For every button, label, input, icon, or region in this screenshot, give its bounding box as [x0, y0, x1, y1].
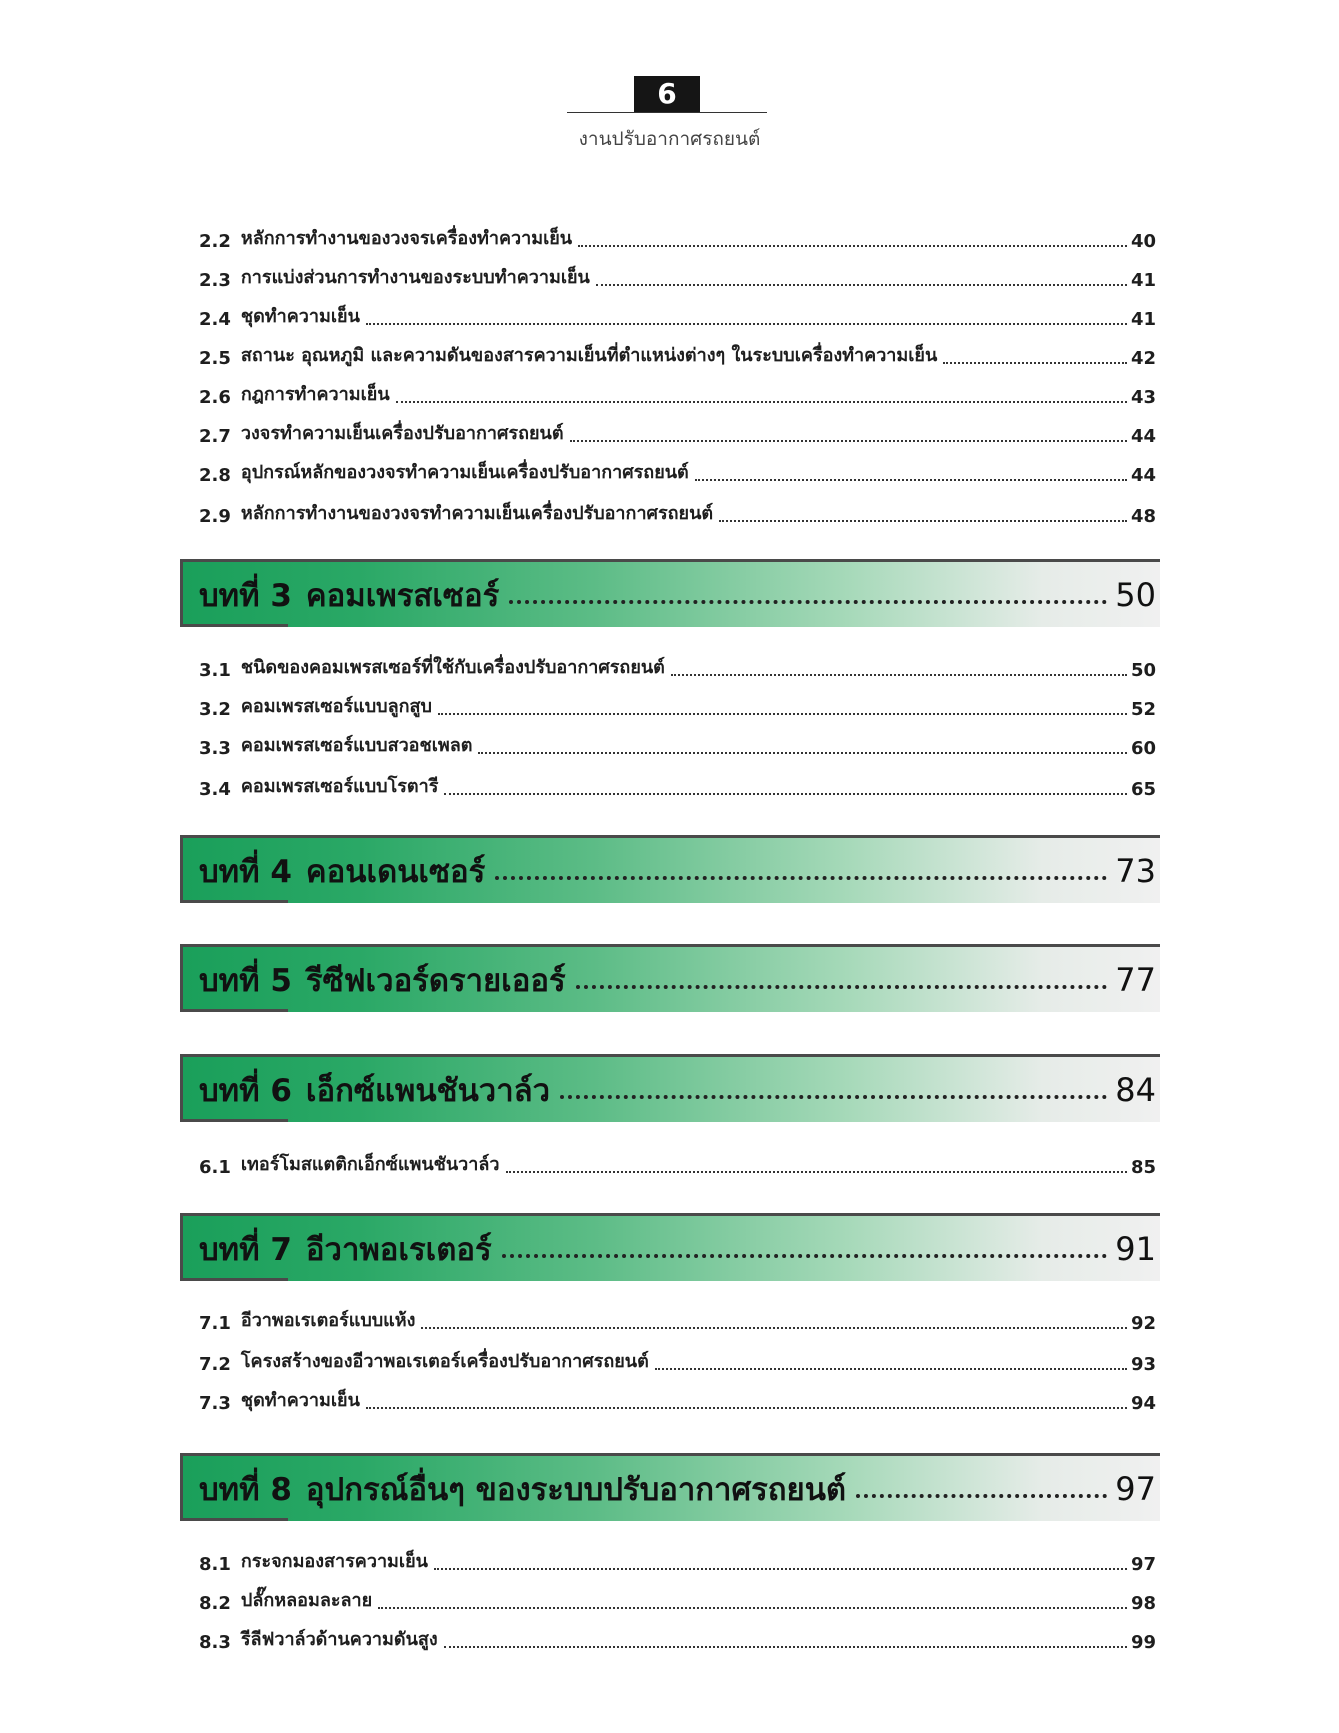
heading-accent — [180, 1518, 288, 1521]
page-ref: 41 — [1130, 309, 1156, 330]
chapter-label: บทที่ 5 — [199, 963, 292, 999]
page-ref: 44 — [1130, 426, 1156, 447]
page-ref: 60 — [1130, 738, 1156, 759]
dot-leader — [943, 362, 1127, 364]
section-number: 7.1 — [199, 1313, 231, 1334]
toc-entry[interactable] — [199, 417, 1156, 447]
toc-entry[interactable] — [199, 1304, 1156, 1334]
toc-entry[interactable] — [199, 1545, 1156, 1575]
heading-accent — [180, 1278, 288, 1281]
section-title: ชุดทำความเย็น — [240, 306, 360, 327]
dot-leader — [671, 674, 1127, 676]
dot-leader — [378, 1607, 1127, 1609]
section-number: 2.4 — [199, 309, 231, 330]
section-title: วงจรทำความเย็นเครื่องปรับอากาศรถยนต์ — [240, 423, 564, 444]
section-number: 2.8 — [199, 465, 231, 486]
toc-entry[interactable] — [199, 729, 1156, 759]
toc-entry[interactable] — [199, 456, 1156, 486]
section-number: 3.3 — [199, 738, 231, 759]
section-number: 2.6 — [199, 387, 231, 408]
section-title: สถานะ อุณหภูมิ และความดันของสารความเย็นที่ตำแหน่งต่างๆ ในระบบเครื่องทำความเย็น — [240, 345, 938, 366]
chapter-title: คอมเพรสเซอร์ — [305, 578, 500, 614]
toc-entry[interactable] — [199, 1623, 1156, 1653]
heading-accent — [180, 1119, 288, 1122]
section-title: หลักการทำงานของวงจรทำความเย็นเครื่องปรับอากาศรถยนต์ — [240, 503, 714, 524]
section-number: 8.2 — [199, 1593, 231, 1614]
chapter-title: คอนเดนเซอร์ — [305, 854, 486, 890]
section-number: 8.3 — [199, 1632, 231, 1653]
page-ref: 65 — [1130, 779, 1156, 800]
section-number: 6.1 — [199, 1157, 231, 1178]
heading-accent — [180, 900, 288, 903]
page-number: 6 — [634, 76, 700, 112]
dot-leader — [421, 1327, 1126, 1329]
toc-entry[interactable] — [199, 261, 1156, 291]
page-ref: 92 — [1130, 1313, 1156, 1334]
dot-leader — [695, 479, 1127, 481]
section-number: 3.4 — [199, 779, 231, 800]
section-title: คอมเพรสเซอร์แบบลูกสูบ — [240, 696, 432, 717]
dot-leader — [444, 1646, 1127, 1648]
toc-entry[interactable] — [199, 1345, 1156, 1375]
page-ref: 94 — [1130, 1393, 1156, 1414]
section-title: ชนิดของคอมเพรสเซอร์ที่ใช้กับเครื่องปรับอากาศรถยนต์ — [240, 657, 665, 678]
section-number: 2.7 — [199, 426, 231, 447]
chapter-label: บทที่ 7 — [199, 1232, 292, 1268]
dot-leader — [576, 985, 1108, 989]
chapter-heading-4[interactable] — [180, 835, 1160, 903]
dot-leader — [719, 520, 1127, 522]
toc-entry[interactable] — [199, 1148, 1156, 1178]
page-ref: 43 — [1130, 387, 1156, 408]
dot-leader — [438, 713, 1127, 715]
chapter-title: รีซีฟเวอร์ดรายเออร์ — [305, 963, 566, 999]
section-title: เทอร์โมสแตติกเอ็กซ์แพนชันวาล์ว — [240, 1154, 500, 1175]
section-number: 7.3 — [199, 1393, 231, 1414]
section-number: 7.2 — [199, 1354, 231, 1375]
section-number: 3.1 — [199, 660, 231, 681]
toc-entry[interactable] — [199, 770, 1156, 800]
dot-leader — [570, 440, 1127, 442]
chapter-heading-7[interactable] — [180, 1213, 1160, 1281]
chapter-heading-6[interactable] — [180, 1054, 1160, 1122]
toc-entry[interactable] — [199, 497, 1156, 527]
section-title: อุปกรณ์หลักของวงจรทำความเย็นเครื่องปรับอากาศรถยนต์ — [240, 462, 689, 483]
chapter-page: 84 — [1115, 1071, 1156, 1109]
section-title: คอมเพรสเซอร์แบบสวอชเพลต — [240, 735, 473, 756]
section-number: 2.9 — [199, 506, 231, 527]
chapter-title: อีวาพอเรเตอร์ — [305, 1232, 492, 1268]
chapter-page: 77 — [1115, 961, 1156, 999]
page-ref: 52 — [1130, 699, 1156, 720]
chapter-title: เอ็กซ์แพนชันวาล์ว — [305, 1073, 551, 1109]
section-title: คอมเพรสเซอร์แบบโรตารี — [240, 776, 439, 797]
toc-entry[interactable] — [199, 339, 1156, 369]
page-ref: 98 — [1130, 1593, 1156, 1614]
section-title: การแบ่งส่วนการทำงานของระบบทำความเย็น — [240, 267, 590, 288]
toc-entry[interactable] — [199, 300, 1156, 330]
dot-leader — [560, 1095, 1107, 1099]
section-number: 3.2 — [199, 699, 231, 720]
dot-leader — [444, 793, 1127, 795]
section-number: 2.3 — [199, 270, 231, 291]
dot-leader — [495, 876, 1107, 880]
dot-leader — [434, 1568, 1127, 1570]
dot-leader — [506, 1171, 1127, 1173]
toc-entry[interactable] — [199, 1384, 1156, 1414]
dot-leader — [366, 323, 1127, 325]
chapter-heading-3[interactable] — [180, 559, 1160, 627]
page-ref: 42 — [1130, 348, 1156, 369]
section-title: โครงสร้างของอีวาพอเรเตอร์เครื่องปรับอากาศรถยนต์ — [240, 1351, 649, 1372]
dot-leader — [478, 752, 1126, 754]
chapter-page: 73 — [1115, 852, 1156, 890]
section-number: 2.5 — [199, 348, 231, 369]
chapter-label: บทที่ 4 — [199, 854, 292, 890]
toc-entry[interactable] — [199, 651, 1156, 681]
chapter-page: 50 — [1115, 576, 1156, 614]
heading-accent — [180, 624, 288, 627]
section-title: ชุดทำความเย็น — [240, 1390, 360, 1411]
section-title: หลักการทำงานของวงจรเครื่องทำความเย็น — [240, 228, 573, 249]
page-ref: 93 — [1130, 1354, 1156, 1375]
chapter-title: อุปกรณ์อื่นๆ ของระบบปรับอากาศรถยนต์ — [305, 1472, 847, 1508]
running-title: งานปรับอากาศรถยนต์ — [578, 128, 761, 150]
toc-entry[interactable] — [199, 222, 1156, 252]
heading-accent — [180, 1009, 288, 1012]
page-ref: 48 — [1130, 506, 1156, 527]
dot-leader — [396, 401, 1127, 403]
dot-leader — [502, 1254, 1108, 1258]
section-title: ปลั๊กหลอมละลาย — [240, 1590, 373, 1611]
dot-leader — [596, 284, 1127, 286]
toc-entry[interactable] — [199, 690, 1156, 720]
dot-leader — [578, 245, 1127, 247]
dot-leader — [366, 1407, 1127, 1409]
page-ref: 40 — [1130, 231, 1156, 252]
section-title: รีลีฟวาล์วด้านความดันสูง — [240, 1629, 438, 1650]
section-title: อีวาพอเรเตอร์แบบแห้ง — [240, 1310, 416, 1331]
toc-entry[interactable] — [199, 378, 1156, 408]
chapter-heading-8[interactable] — [180, 1453, 1160, 1521]
chapter-label: บทที่ 8 — [199, 1472, 292, 1508]
page-ref: 97 — [1130, 1554, 1156, 1575]
page-ref: 44 — [1130, 465, 1156, 486]
chapter-label: บทที่ 6 — [199, 1073, 292, 1109]
page-ref: 85 — [1130, 1157, 1156, 1178]
page-ref: 50 — [1130, 660, 1156, 681]
page-ref: 41 — [1130, 270, 1156, 291]
section-number: 2.2 — [199, 231, 231, 252]
dot-leader — [856, 1494, 1107, 1498]
section-title: กฎการทำความเย็น — [240, 384, 390, 405]
section-number: 8.1 — [199, 1554, 231, 1575]
chapter-page: 97 — [1115, 1470, 1156, 1508]
section-title: กระจกมองสารความเย็น — [240, 1551, 428, 1572]
dot-leader — [655, 1368, 1127, 1370]
page-ref: 99 — [1130, 1632, 1156, 1653]
chapter-heading-5[interactable] — [180, 944, 1160, 1012]
dot-leader — [509, 600, 1107, 604]
chapter-page: 91 — [1115, 1230, 1156, 1268]
chapter-label: บทที่ 3 — [199, 578, 292, 614]
toc-entry[interactable] — [199, 1584, 1156, 1614]
